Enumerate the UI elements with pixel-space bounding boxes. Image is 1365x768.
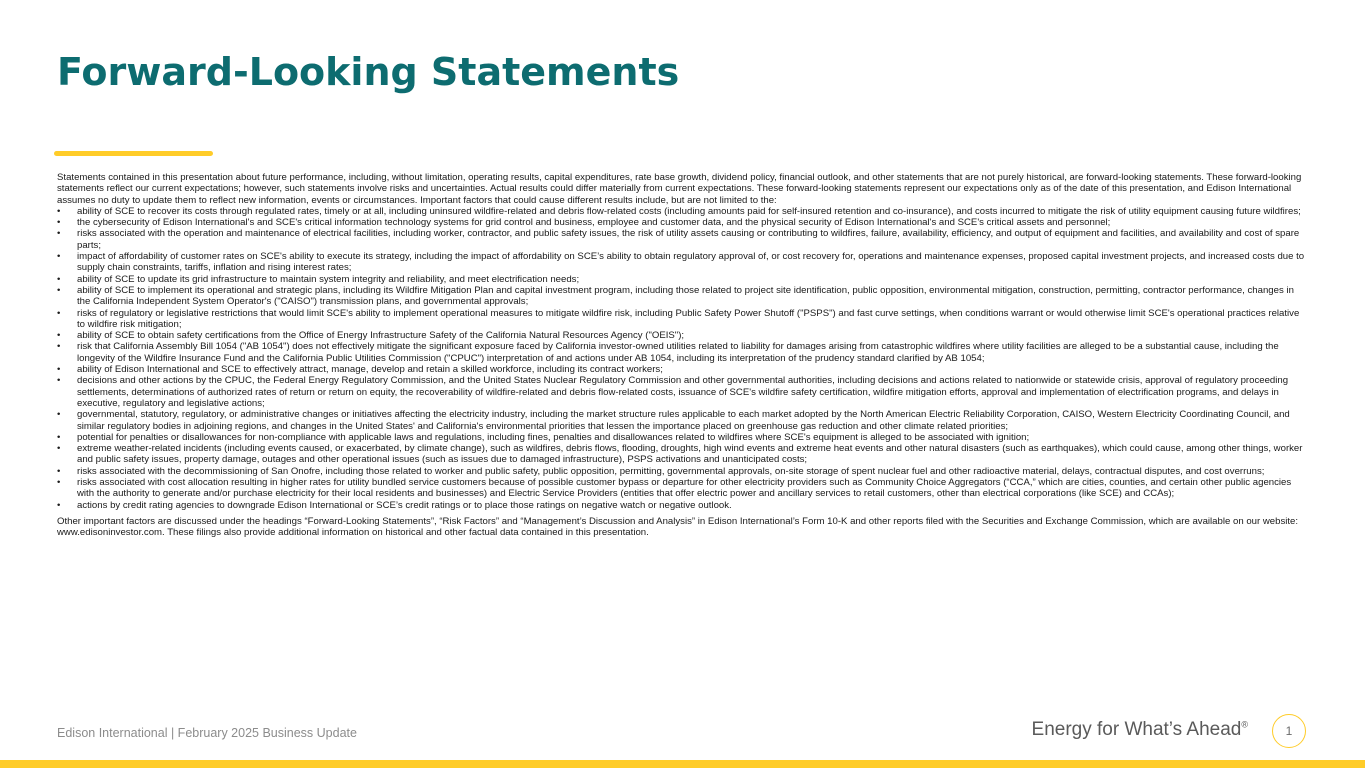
list-item (57, 330, 1309, 341)
list-item-text: risk that California Assembly Bill 1054 ("AB 1054") does not effectively mitigate the significant exposure faced by California investor-owned utilities related to liability for damages arising from catastrophic wildfires where utility facilities are alleged to be a substantial cause, including the longevity of the Wildfire Insurance Fund and the California Public Utilities Commission ("CPUC") interpretation of and actions under AB 1054, including its interpretation of the prudency standard clarified by AB 1054; (77, 341, 1279, 364)
list-item-text: ability of SCE to implement its operational and strategic plans, including its Wildfire Mitigation Plan and capital investment program, including those related to project site identification, public opposition, environmental mitigation, construction, permitting, contractor performance, changes in the California Independent System Operator's ("CAISO") transmission plans, and governmental approvals; (77, 284, 1294, 308)
page-number: 1 (1285, 724, 1293, 738)
list-item (57, 274, 1309, 285)
list-item-text: risks associated with cost allocation resulting in higher rates for utility bundled service customers because of possible customer bypass or departure for other electricity providers such as Community Choice Aggregators (“CCA,” which are cities, counties, and certain other public agencies with the authority to generate and/or purchase electricity for their local residents and businesses) and Electric Service Providers (entities that offer electric power and ancillary services to retail customers, other than electrical corporations (like SCE) and CCAs); (77, 477, 1292, 500)
bullet-marker: • (57, 330, 61, 342)
list-item (57, 375, 1309, 409)
intro-paragraph: Statements contained in this presentation about future performance, including, without limitation, operating results, capital expenditures, rate base growth, dividend policy, financial outlook, and other statements that are not purely historical, are forward-looking statements. These forward-looking statements reflect our current expectations; however, such statements involve risks and uncertainties. Actual results could differ materially from current expectations. These forward-looking statements represent our expectations only as of the date of this presentation, and Edison International assumes no duty to update them to reflect new information, events or circumstances. Important factors that could cause different results include, but are not limited to the: (57, 172, 1302, 206)
list-item-text: extreme weather-related incidents (including events caused, or exacerbated, by climate change), such as wildfires, debris flows, flooding, droughts, high wind events and extreme heat events and other natural disasters (such as earthquakes), which could cause, among other things, worker and public safety issues, property damage, outages and other operational issues (such as issues due to damaged infrastructure), PSPS activations and unanticipated costs; (77, 443, 1303, 466)
bullet-marker: • (57, 205, 61, 217)
list-item (57, 409, 1309, 432)
title-accent-line (54, 151, 213, 156)
list-item-text: actions by credit rating agencies to downgrade Edison International or SCE’s credit ratings or to place those ratings on negative watch or negative outlook. (77, 499, 732, 511)
list-item-text: the cybersecurity of Edison International's and SCE's critical information technology systems for grid control and business, employee and customer data, and the physical security of Edison International's and SCE's critical assets and personnel; (77, 217, 1111, 229)
bullet-marker: • (57, 477, 61, 489)
tagline-text: Energy for What’s Ahead (1031, 719, 1242, 740)
list-item (57, 466, 1309, 477)
bullet-marker: • (57, 251, 61, 263)
list-item-text: ability of SCE to obtain safety certifications from the Office of Energy Infrastructure Safety of the California Natural Resources Agency ("OEIS"); (77, 330, 685, 342)
list-item-text: risks of regulatory or legislative restrictions that would limit SCE's ability to implement operational measures to mitigate wildfire risk, including Public Safety Power Shutoff ("PSPS") and fast curve settings, when conditions warrant or would otherwise limit SCE's operational practices relative to wildfire risk mitigation; (77, 307, 1300, 330)
list-item-text: impact of affordability of customer rates on SCE's ability to execute its strategy, including the impact of affordability on SCE’s ability to obtain regulatory approval of, or cost recovery for, operations and maintenance expenses, proposed capital investment projects, and increased costs due to supply chain constraints, tariffs, inflation and rising interest rates; (77, 251, 1305, 274)
closing-paragraph: Other important factors are discussed under the headings “Forward-Looking Statements”, “Risk Factors” and “Management’s Discussion and Analysis” in Edison International’s Form 10-K and other reports filed with the Securities and Exchange Commission, which are available on our website: www.edisoninvestor.com. These filings also provide additional information on historical and other factual data contained in this presentation. (57, 515, 1299, 539)
registered-mark: ® (1241, 719, 1248, 730)
list-item (57, 477, 1309, 500)
bullet-marker: • (57, 431, 61, 443)
list-item-text: ability of SCE to recover its costs through regulated rates, timely or at all, including uninsured wildfire-related and debris flow-related costs (including amounts paid for self-insured retention and co-insurance), and costs incurred to mitigate the risk of utility equipment causing future wildfires; (77, 205, 1301, 217)
list-item (57, 308, 1309, 331)
bullet-marker: • (57, 307, 61, 319)
bottom-accent-bar (0, 760, 1365, 768)
bullet-marker: • (57, 409, 61, 421)
brand-tagline (1032, 717, 1248, 743)
list-item (57, 206, 1309, 217)
page-number-badge (1272, 714, 1306, 748)
bullet-marker: • (57, 465, 61, 477)
list-item (57, 341, 1309, 364)
bullet-marker: • (57, 228, 61, 240)
list-item-text: decisions and other actions by the CPUC, the Federal Energy Regulatory Commission, and the United States Nuclear Regulatory Commission and other governmental authorities, including decisions and actions related to nationwide or statewide crisis, approval of regulatory proceeding settlements, determinations of authorized rates of return or return on equity, the recoverability of wildfire-related and debris flow-related costs, issuance of SCE's wildfire safety certification, wildfire mitigation efforts, approval and implementation of electrification programs, and delays in executive, regulatory and legislative actions; (77, 375, 1289, 409)
list-item-text: potential for penalties or disallowances for non-compliance with applicable laws and regulations, including fines, penalties and disallowances related to wildfires where SCE's equipment is alleged to be associated with ignition; (77, 431, 1030, 443)
bullet-marker: • (57, 364, 61, 376)
list-item-text: ability of SCE to update its grid infrastructure to maintain system integrity and reliability, and meet electrification needs; (77, 273, 580, 285)
bullet-marker: • (57, 443, 61, 455)
statement-body (57, 172, 1309, 539)
list-item (57, 364, 1309, 375)
bullet-marker: • (57, 284, 61, 296)
bullet-marker: • (57, 341, 61, 353)
list-item (57, 228, 1309, 251)
page-title: Forward-Looking Statements (57, 50, 680, 94)
bullet-marker: • (57, 217, 61, 229)
bullet-marker: • (57, 375, 61, 387)
list-item-text: risks associated with the decommissioning of San Onofre, including those related to worker and public safety, public opposition, permitting, governmental approvals, on-site storage of spent nuclear fuel and other radioactive material, delays, contractual disputes, and cost overruns; (77, 465, 1265, 477)
list-item (57, 500, 1309, 511)
list-item (57, 443, 1309, 466)
footer-company-date: Edison International | February 2025 Business Update (57, 726, 357, 740)
list-item (57, 432, 1309, 443)
list-item (57, 285, 1309, 308)
list-item-text: ability of Edison International and SCE to effectively attract, manage, develop and retain a skilled workforce, including its contract workers; (77, 364, 663, 376)
list-item-text: governmental, statutory, regulatory, or administrative changes or initiatives affecting the electricity industry, including the market structure rules applicable to each market adopted by the North American Electric Reliability Corporation, CAISO, Western Electricity Coordinating Council, and similar regulatory bodies in adjoining regions, and changes in the United States' and California's environmental priorities that lessen the importance placed on greenhouse gas reduction and other climate related priorities; (77, 409, 1290, 432)
list-item-text: risks associated with the operation and maintenance of electrical facilities, including worker, contractor, and public safety issues, the risk of utility assets causing or contributing to wildfires, failure, availability, efficiency, and output of equipment and facilities, and availability and cost of spare parts; (77, 228, 1300, 251)
list-item (57, 217, 1309, 228)
list-item (57, 251, 1309, 274)
bullet-marker: • (57, 499, 61, 511)
risk-factor-list (57, 206, 1309, 511)
bullet-marker: • (57, 273, 61, 285)
